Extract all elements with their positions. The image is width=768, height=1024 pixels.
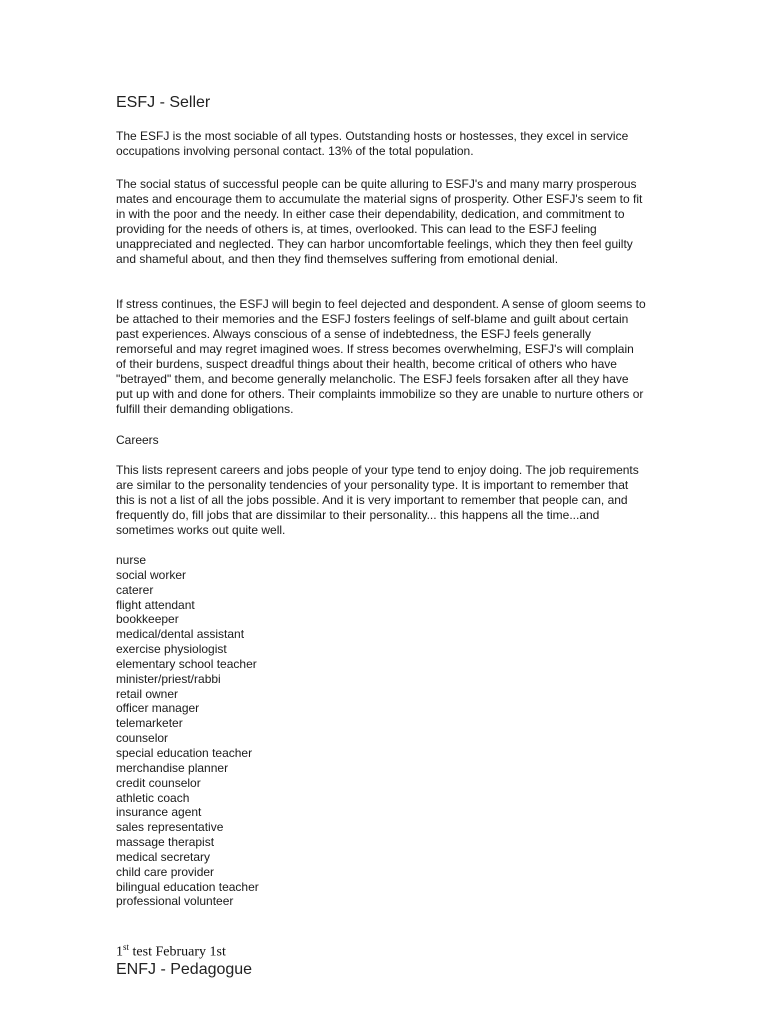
career-list-item: insurance agent [116, 805, 202, 820]
career-list-item: sales representative [116, 820, 224, 835]
test-date-text: test February 1st [129, 944, 226, 960]
career-list-item: professional volunteer [116, 894, 234, 909]
career-list-item: caterer [116, 582, 154, 597]
career-list-item: medical/dental assistant [116, 627, 245, 642]
career-list [116, 553, 259, 909]
intro-paragraph: The ESFJ is the most sociable of all types. Outstanding hosts or hostesses, they excel in service occupations involving personal contact. 13% of the total population. [116, 129, 629, 158]
career-list-item: telemarketer [116, 716, 183, 731]
career-list-item: retail owner [116, 686, 179, 701]
career-list-item: bookkeeper [116, 612, 179, 627]
careers-intro-paragraph: This lists represent careers and jobs people of your type tend to enjoy doing. The job requirements are similar to the personality tendencies of your personality type. It is important to remember that this is not a list of all the jobs possible. And it is very important to remember that people can, and frequently do, fill jobs that are dissimilar to their personality... this happens all the time...and sometimes works out quite well. [116, 463, 639, 537]
career-list-item: credit counselor [116, 775, 201, 790]
career-list-item: special education teacher [116, 745, 253, 760]
career-list-item: massage therapist [116, 835, 215, 850]
career-list-item: medical secretary [116, 849, 211, 864]
career-list-item: nurse [116, 553, 147, 567]
test-ordinal-suffix: st [123, 942, 130, 952]
career-list-item: minister/priest/rabbi [116, 671, 221, 686]
career-list-item: merchandise planner [116, 760, 229, 775]
career-list-item: counselor [116, 731, 169, 746]
test-date-line [116, 942, 226, 961]
page-title: ESFJ - Seller [116, 94, 211, 111]
careers-heading: Careers [116, 433, 159, 447]
career-list-item: athletic coach [116, 790, 190, 805]
career-list-item: child care provider [116, 864, 215, 879]
social-status-paragraph: The social status of successful people can be quite alluring to ESFJ's and many marry prosperous mates and encourage them to accumulate the material signs of prosperity. Other ESFJ's seem to fit in with the poor and the needy. In either case their dependability, dedication, and commitment to providing for the needs of others is, at times, overlooked. This can lead to the ESFJ feeling unappreciated and neglected. They can harbor uncomfortable feelings, which they then feel guilty and shameful about, and then they find themselves suffering from emotional denial. [116, 177, 643, 266]
career-list-item: bilingual education teacher [116, 879, 259, 894]
career-list-item: flight attendant [116, 597, 195, 612]
test-ordinal-number: 1 [116, 944, 123, 960]
career-list-item: exercise physiologist [116, 642, 227, 657]
career-list-item: officer manager [116, 701, 200, 716]
career-list-item: social worker [116, 567, 187, 582]
career-list-item: elementary school teacher [116, 656, 257, 671]
stress-paragraph: If stress continues, the ESFJ will begin to feel dejected and despondent. A sense of gloom seems to be attached to their memories and the ESFJ fosters feelings of self-blame and guilt about certain past experiences. Always conscious of a sense of indebtedness, the ESFJ feels generally remorseful and may regret imagined woes. If stress becomes overwhelming, ESFJ's will complain of their burdens, suspect dreadful things about their health, become critical of others who have "betrayed" them, and become generally melancholic. The ESFJ feels forsaken after all they have put up with and done for others. Their complaints immobilize so they are unable to nurture others or fulfill their demanding obligations. [116, 297, 646, 416]
next-section-title: ENFJ - Pedagogue [116, 961, 253, 978]
